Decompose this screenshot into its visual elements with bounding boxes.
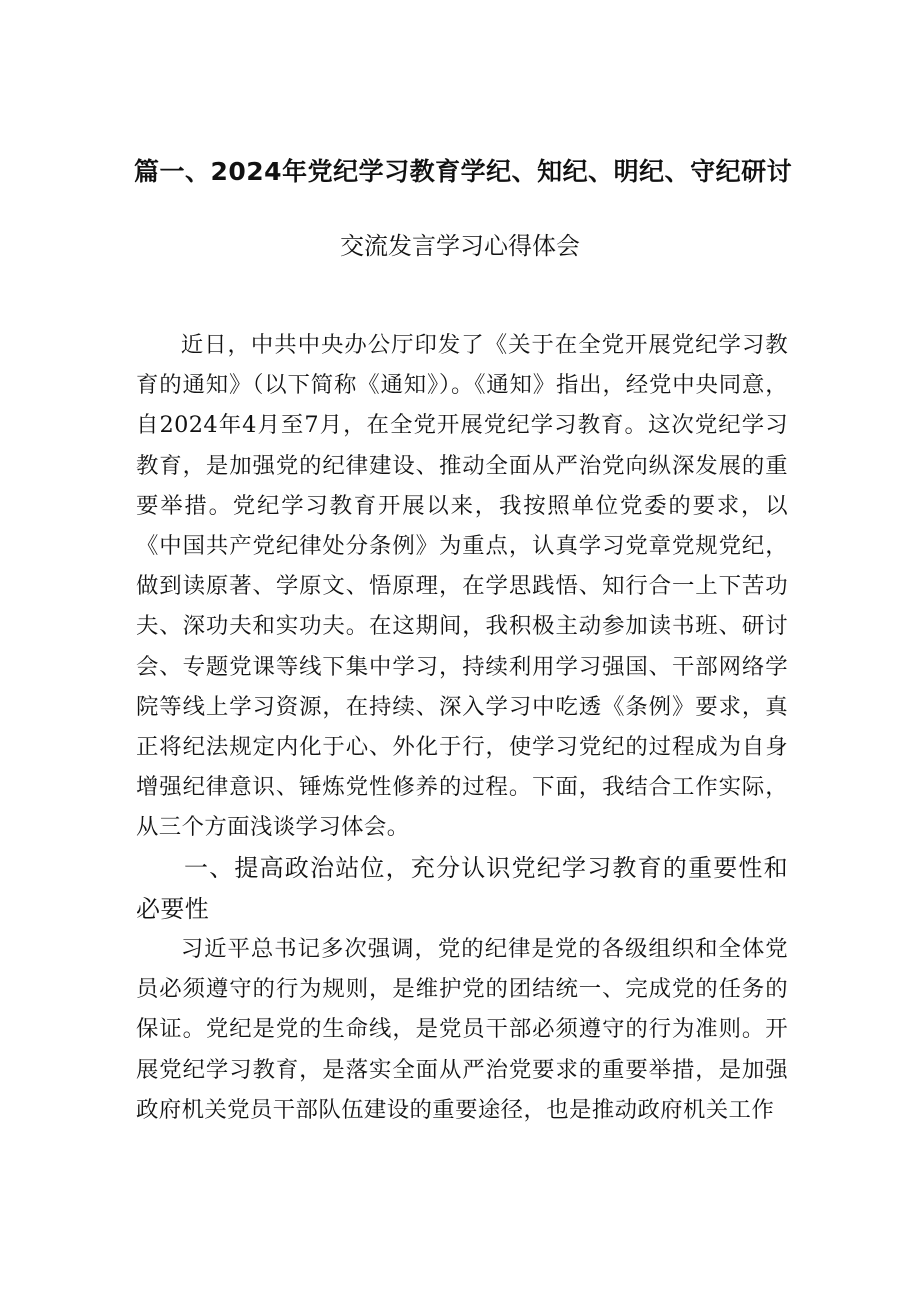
document-title-line-2: 交流发言学习心得体会	[340, 232, 580, 260]
body-paragraph-2: 习近平总书记多次强调，党的纪律是党的各级组织和全体党员必须遵守的行为规则，是维护党的团结统一、完成党的任务的保证。党纪是党的生命线，是党员干部必须遵守的行为准则。开展党纪学习教育，是落实全面从严治党要求的重要举措，是加强政府机关党员干部队伍建设的重要途径，也是推动政府机关工作	[136, 936, 788, 1123]
body-paragraph-1: 近日，中共中央办公厅印发了《关于在全党开展党纪学习教育的通知》（以下简称《通知》）。《通知》指出，经党中央同意，自2024年4月至7月，在全党开展党纪学习教育。这次党纪学习教育，是加强党的纪律建设、推动全面从严治党向纵深发展的重要举措。党纪学习教育开展以来，我按照单位党委的要求，以《中国共产党纪律处分条例》为重点，认真学习党章党规党纪，做到读原著、学原文、悟原理，在学思践悟、知行合一上下苦功夫、深功夫和实功夫。在这期间，我积极主动参加读书班、研讨会、专题党课等线下集中学习，持续利用学习强国、干部网络学院等线上学习资源，在持续、深入学习中吃透《条例》要求，真正将纪法规定内化于心、外化于行，使学习党纪的过程成为自身增强纪律意识、锤炼党性修养的过程。下面，我结合工作实际，从三个方面浅谈学习体会。	[136, 332, 788, 841]
section-heading-1: 一、提高政治站位，充分认识党纪学习教育的重要性和必要性	[136, 854, 788, 923]
document-body	[136, 325, 788, 1169]
document-title-line-1: 篇一、2024年党纪学习教育学纪、知纪、明纪、守纪研讨	[134, 157, 793, 186]
